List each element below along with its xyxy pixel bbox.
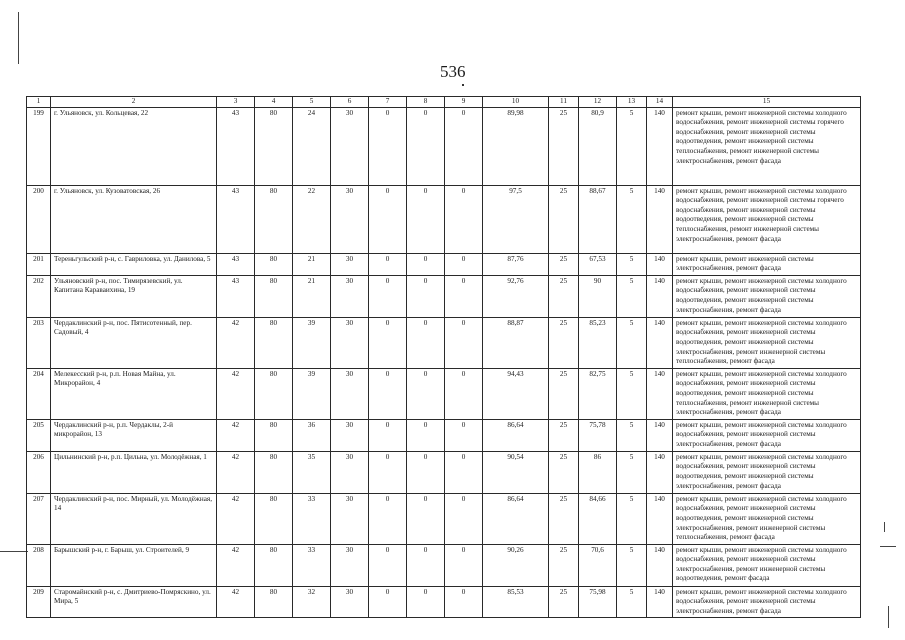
works-cell: ремонт крыши, ремонт инженерной системы электроснабжения, ремонт фасада bbox=[673, 253, 861, 275]
value-cell: 25 bbox=[549, 493, 579, 544]
value-cell: 90,54 bbox=[483, 451, 549, 493]
value-cell: 67,53 bbox=[579, 253, 617, 275]
value-cell: 5 bbox=[617, 419, 647, 451]
value-cell: 5 bbox=[617, 317, 647, 368]
value-cell: 0 bbox=[445, 275, 483, 317]
address-cell: Ульяновский р-н, пос. Тимирязевский, ул. Капитана Караваихина, 19 bbox=[51, 275, 217, 317]
value-cell: 80 bbox=[255, 317, 293, 368]
value-cell: 30 bbox=[331, 493, 369, 544]
address-cell: Тереньгульский р-н, с. Гавриловка, ул. Данилова, 5 bbox=[51, 253, 217, 275]
value-cell: 5 bbox=[617, 586, 647, 618]
value-cell: 85,23 bbox=[579, 317, 617, 368]
value-cell: 80 bbox=[255, 253, 293, 275]
value-cell: 89,98 bbox=[483, 107, 549, 185]
value-cell: 43 bbox=[217, 253, 255, 275]
value-cell: 5 bbox=[617, 275, 647, 317]
works-cell: ремонт крыши, ремонт инженерной системы холодного водоснабжения, ремонт инженерной системы водоотведения, ремонт инженерной системы электроснабжения, ремонт фасада bbox=[673, 275, 861, 317]
value-cell: 25 bbox=[549, 317, 579, 368]
works-cell: ремонт крыши, ремонт инженерной системы холодного водоснабжения, ремонт инженерной системы горячего водоснабжения, ремонт инженерной системы водоотведения, ремонт инженерной системы теплоснабжения, ремонт инженерной системы электроснабжения, ремонт фасада bbox=[673, 185, 861, 253]
value-cell: 0 bbox=[445, 586, 483, 618]
value-cell: 80 bbox=[255, 107, 293, 185]
value-cell: 42 bbox=[217, 368, 255, 419]
column-header: 4 bbox=[255, 97, 293, 108]
value-cell: 80 bbox=[255, 451, 293, 493]
column-header: 2 bbox=[51, 97, 217, 108]
value-cell: 0 bbox=[445, 368, 483, 419]
column-header: 10 bbox=[483, 97, 549, 108]
address-cell: Старомайнский р-н, с. Дмитриево-Помряскино, ул. Мира, 5 bbox=[51, 586, 217, 618]
table-row bbox=[27, 493, 861, 544]
column-header: 1 bbox=[27, 97, 51, 108]
value-cell: 88,67 bbox=[579, 185, 617, 253]
value-cell: 21 bbox=[293, 275, 331, 317]
value-cell: 0 bbox=[369, 493, 407, 544]
repair-table bbox=[26, 96, 861, 618]
row-number: 209 bbox=[27, 586, 51, 618]
value-cell: 0 bbox=[445, 544, 483, 586]
column-header: 3 bbox=[217, 97, 255, 108]
table-body bbox=[27, 97, 861, 618]
scan-edge-mark bbox=[888, 606, 889, 628]
value-cell: 92,76 bbox=[483, 275, 549, 317]
value-cell: 0 bbox=[369, 275, 407, 317]
value-cell: 0 bbox=[369, 368, 407, 419]
value-cell: 33 bbox=[293, 493, 331, 544]
value-cell: 30 bbox=[331, 185, 369, 253]
value-cell: 0 bbox=[407, 317, 445, 368]
value-cell: 80 bbox=[255, 493, 293, 544]
address-cell: Чердаклинский р-н, пос. Пятисотенный, пер. Садовый, 4 bbox=[51, 317, 217, 368]
column-header: 6 bbox=[331, 97, 369, 108]
column-header: 5 bbox=[293, 97, 331, 108]
value-cell: 140 bbox=[647, 275, 673, 317]
value-cell: 0 bbox=[407, 275, 445, 317]
address-cell: Цильнинский р-н, р.п. Цильна, ул. Молодёжная, 1 bbox=[51, 451, 217, 493]
table-row bbox=[27, 253, 861, 275]
row-number: 199 bbox=[27, 107, 51, 185]
value-cell: 25 bbox=[549, 107, 579, 185]
value-cell: 0 bbox=[445, 107, 483, 185]
value-cell: 25 bbox=[549, 419, 579, 451]
value-cell: 0 bbox=[369, 107, 407, 185]
value-cell: 25 bbox=[549, 253, 579, 275]
table-row bbox=[27, 419, 861, 451]
row-number: 207 bbox=[27, 493, 51, 544]
row-number: 204 bbox=[27, 368, 51, 419]
works-cell: ремонт крыши, ремонт инженерной системы холодного водоснабжения, ремонт инженерной системы водоотведения, ремонт инженерной системы электроснабжения, ремонт инженерной системы теплоснабжения, ремонт фасада bbox=[673, 317, 861, 368]
value-cell: 5 bbox=[617, 185, 647, 253]
value-cell: 140 bbox=[647, 544, 673, 586]
scan-edge-mark bbox=[884, 522, 885, 532]
address-cell: Мелекесский р-н, р.п. Новая Майна, ул. Микрорайон, 4 bbox=[51, 368, 217, 419]
column-header: 11 bbox=[549, 97, 579, 108]
value-cell: 21 bbox=[293, 253, 331, 275]
column-header: 9 bbox=[445, 97, 483, 108]
value-cell: 0 bbox=[407, 544, 445, 586]
value-cell: 39 bbox=[293, 368, 331, 419]
value-cell: 42 bbox=[217, 317, 255, 368]
column-header: 13 bbox=[617, 97, 647, 108]
value-cell: 0 bbox=[445, 185, 483, 253]
value-cell: 94,43 bbox=[483, 368, 549, 419]
value-cell: 140 bbox=[647, 253, 673, 275]
value-cell: 5 bbox=[617, 451, 647, 493]
value-cell: 25 bbox=[549, 185, 579, 253]
value-cell: 30 bbox=[331, 451, 369, 493]
value-cell: 0 bbox=[407, 586, 445, 618]
value-cell: 86 bbox=[579, 451, 617, 493]
value-cell: 30 bbox=[331, 544, 369, 586]
value-cell: 25 bbox=[549, 368, 579, 419]
value-cell: 43 bbox=[217, 185, 255, 253]
address-cell: Чердаклинский р-н, р.п. Чердаклы, 2-й микрорайон, 13 bbox=[51, 419, 217, 451]
value-cell: 30 bbox=[331, 317, 369, 368]
value-cell: 42 bbox=[217, 419, 255, 451]
value-cell: 0 bbox=[407, 493, 445, 544]
value-cell: 42 bbox=[217, 544, 255, 586]
value-cell: 87,76 bbox=[483, 253, 549, 275]
row-number: 206 bbox=[27, 451, 51, 493]
works-cell: ремонт крыши, ремонт инженерной системы холодного водоснабжения, ремонт инженерной системы горячего водоснабжения, ремонт инженерной системы водоотведения, ремонт инженерной системы теплоснабжения, ремонт инженерной системы электроснабжения, ремонт фасада bbox=[673, 107, 861, 185]
value-cell: 5 bbox=[617, 368, 647, 419]
table-row bbox=[27, 275, 861, 317]
row-number: 203 bbox=[27, 317, 51, 368]
value-cell: 42 bbox=[217, 493, 255, 544]
value-cell: 0 bbox=[407, 107, 445, 185]
value-cell: 90 bbox=[579, 275, 617, 317]
value-cell: 30 bbox=[331, 275, 369, 317]
value-cell: 140 bbox=[647, 368, 673, 419]
scan-edge-mark bbox=[0, 551, 28, 552]
value-cell: 39 bbox=[293, 317, 331, 368]
value-cell: 75,98 bbox=[579, 586, 617, 618]
value-cell: 86,64 bbox=[483, 419, 549, 451]
value-cell: 24 bbox=[293, 107, 331, 185]
value-cell: 0 bbox=[369, 185, 407, 253]
scan-dot bbox=[462, 84, 464, 86]
value-cell: 0 bbox=[407, 419, 445, 451]
value-cell: 25 bbox=[549, 275, 579, 317]
works-cell: ремонт крыши, ремонт инженерной системы холодного водоснабжения, ремонт инженерной системы электроснабжения, ремонт инженерной системы водоотведения, ремонт фасада bbox=[673, 544, 861, 586]
column-header: 8 bbox=[407, 97, 445, 108]
value-cell: 80 bbox=[255, 368, 293, 419]
value-cell: 140 bbox=[647, 419, 673, 451]
value-cell: 25 bbox=[549, 451, 579, 493]
value-cell: 0 bbox=[369, 451, 407, 493]
value-cell: 0 bbox=[407, 253, 445, 275]
value-cell: 140 bbox=[647, 107, 673, 185]
address-cell: г. Ульяновск, ул. Кузоватовская, 26 bbox=[51, 185, 217, 253]
scan-edge-mark bbox=[880, 546, 896, 547]
works-cell: ремонт крыши, ремонт инженерной системы холодного водоснабжения, ремонт инженерной системы электроснабжения, ремонт фасада bbox=[673, 586, 861, 618]
row-number: 202 bbox=[27, 275, 51, 317]
value-cell: 84,66 bbox=[579, 493, 617, 544]
value-cell: 5 bbox=[617, 253, 647, 275]
value-cell: 140 bbox=[647, 317, 673, 368]
value-cell: 0 bbox=[445, 317, 483, 368]
page-number: 536 bbox=[440, 62, 466, 81]
value-cell: 75,78 bbox=[579, 419, 617, 451]
address-cell: г. Ульяновск, ул. Кольцевая, 22 bbox=[51, 107, 217, 185]
row-number: 205 bbox=[27, 419, 51, 451]
works-cell: ремонт крыши, ремонт инженерной системы холодного водоснабжения, ремонт инженерной системы водоотведения, ремонт инженерной системы электроснабжения, ремонт инженерной системы теплоснабжения, ремонт фасада bbox=[673, 493, 861, 544]
value-cell: 36 bbox=[293, 419, 331, 451]
value-cell: 0 bbox=[445, 253, 483, 275]
value-cell: 0 bbox=[369, 544, 407, 586]
value-cell: 140 bbox=[647, 451, 673, 493]
value-cell: 30 bbox=[331, 368, 369, 419]
value-cell: 25 bbox=[549, 586, 579, 618]
value-cell: 86,64 bbox=[483, 493, 549, 544]
table-row bbox=[27, 586, 861, 618]
address-cell: Чердаклинский р-н, пос. Мирный, ул. Молодёжная, 14 bbox=[51, 493, 217, 544]
value-cell: 88,87 bbox=[483, 317, 549, 368]
value-cell: 140 bbox=[647, 493, 673, 544]
value-cell: 140 bbox=[647, 185, 673, 253]
table-row bbox=[27, 185, 861, 253]
table-row bbox=[27, 368, 861, 419]
column-header: 7 bbox=[369, 97, 407, 108]
value-cell: 80 bbox=[255, 275, 293, 317]
works-cell: ремонт крыши, ремонт инженерной системы холодного водоснабжения, ремонт инженерной системы водоотведения, ремонт инженерной системы электроснабжения, ремонт фасада bbox=[673, 451, 861, 493]
table-row bbox=[27, 107, 861, 185]
value-cell: 80 bbox=[255, 586, 293, 618]
value-cell: 0 bbox=[407, 368, 445, 419]
value-cell: 0 bbox=[445, 451, 483, 493]
value-cell: 43 bbox=[217, 275, 255, 317]
value-cell: 70,6 bbox=[579, 544, 617, 586]
row-number: 200 bbox=[27, 185, 51, 253]
value-cell: 0 bbox=[369, 253, 407, 275]
value-cell: 0 bbox=[407, 451, 445, 493]
value-cell: 80 bbox=[255, 185, 293, 253]
address-cell: Барышский р-н, г. Барыш, ул. Строителей, 9 bbox=[51, 544, 217, 586]
value-cell: 32 bbox=[293, 586, 331, 618]
value-cell: 33 bbox=[293, 544, 331, 586]
value-cell: 30 bbox=[331, 586, 369, 618]
value-cell: 80 bbox=[255, 544, 293, 586]
value-cell: 30 bbox=[331, 419, 369, 451]
table-row bbox=[27, 451, 861, 493]
row-number: 201 bbox=[27, 253, 51, 275]
works-cell: ремонт крыши, ремонт инженерной системы холодного водоснабжения, ремонт инженерной системы водоотведения, ремонт инженерной системы теплоснабжения, ремонт инженерной системы электроснабжения, ремонт фасада bbox=[673, 368, 861, 419]
value-cell: 22 bbox=[293, 185, 331, 253]
value-cell: 0 bbox=[407, 185, 445, 253]
value-cell: 140 bbox=[647, 586, 673, 618]
value-cell: 85,53 bbox=[483, 586, 549, 618]
table-row bbox=[27, 317, 861, 368]
column-header: 14 bbox=[647, 97, 673, 108]
header-row bbox=[27, 97, 861, 108]
value-cell: 5 bbox=[617, 544, 647, 586]
value-cell: 30 bbox=[331, 253, 369, 275]
value-cell: 42 bbox=[217, 451, 255, 493]
value-cell: 25 bbox=[549, 544, 579, 586]
value-cell: 97,5 bbox=[483, 185, 549, 253]
value-cell: 0 bbox=[445, 493, 483, 544]
value-cell: 42 bbox=[217, 586, 255, 618]
value-cell: 35 bbox=[293, 451, 331, 493]
value-cell: 5 bbox=[617, 107, 647, 185]
value-cell: 80,9 bbox=[579, 107, 617, 185]
row-number: 208 bbox=[27, 544, 51, 586]
column-header: 15 bbox=[673, 97, 861, 108]
value-cell: 0 bbox=[369, 586, 407, 618]
value-cell: 0 bbox=[369, 419, 407, 451]
value-cell: 90,26 bbox=[483, 544, 549, 586]
value-cell: 30 bbox=[331, 107, 369, 185]
value-cell: 0 bbox=[445, 419, 483, 451]
value-cell: 80 bbox=[255, 419, 293, 451]
value-cell: 0 bbox=[369, 317, 407, 368]
scan-margin-line bbox=[18, 12, 19, 64]
column-header: 12 bbox=[579, 97, 617, 108]
value-cell: 43 bbox=[217, 107, 255, 185]
table-row bbox=[27, 544, 861, 586]
value-cell: 82,75 bbox=[579, 368, 617, 419]
works-cell: ремонт крыши, ремонт инженерной системы холодного водоснабжения, ремонт инженерной системы электроснабжения, ремонт фасада bbox=[673, 419, 861, 451]
value-cell: 5 bbox=[617, 493, 647, 544]
